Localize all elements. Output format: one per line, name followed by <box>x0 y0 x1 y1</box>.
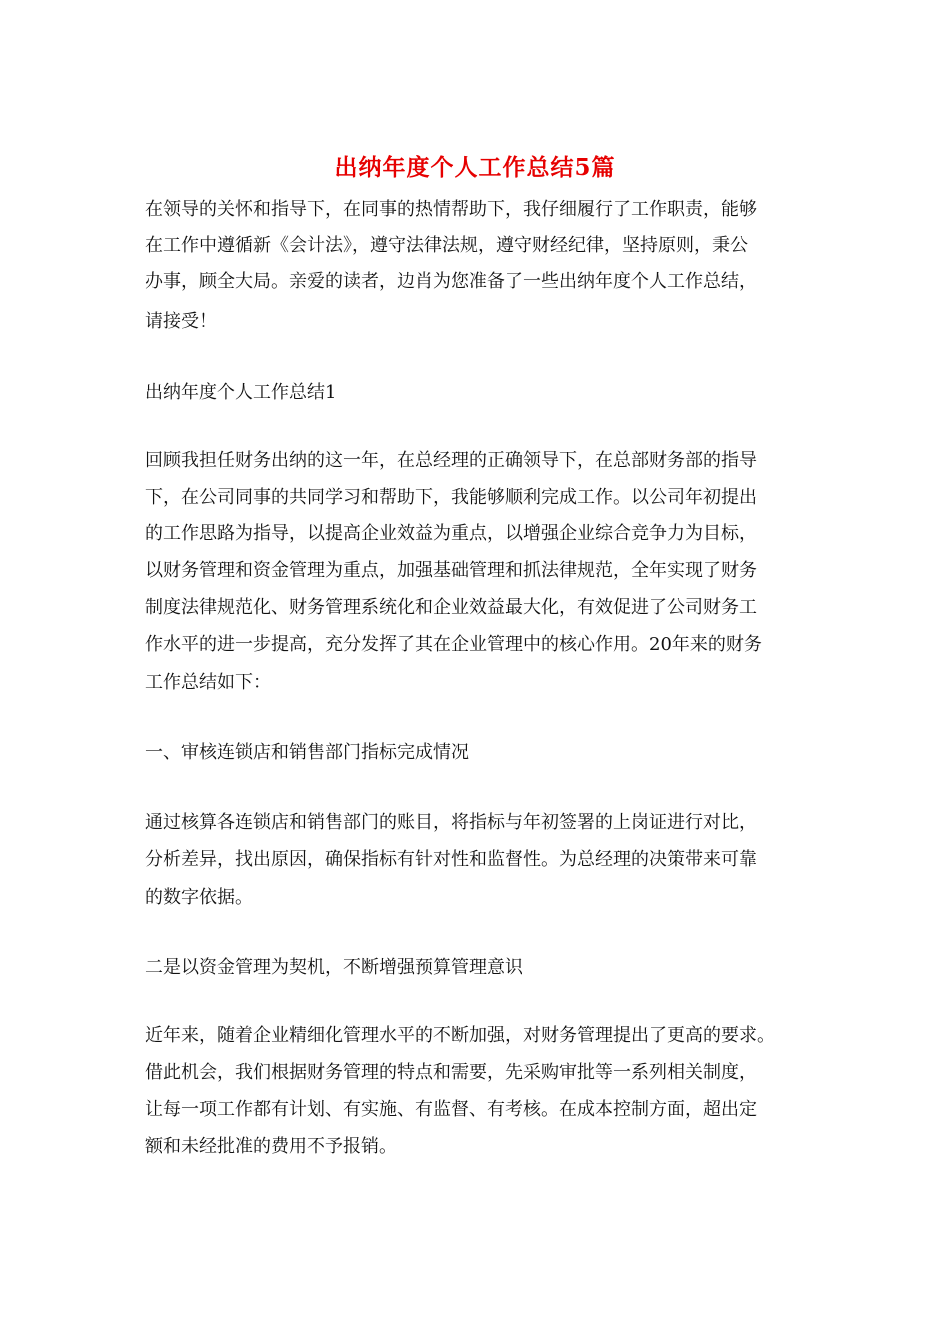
text-line: 在领导的关怀和指导下，在同事的热情帮助下，我仔细履行了工作职责，能够 <box>145 199 757 220</box>
text-line: 近年来，随着企业精细化管理水平的不断加强，对财务管理提出了更高的要求。 <box>145 1025 775 1046</box>
text-line: 额和未经批准的费用不予报销。 <box>145 1136 397 1157</box>
text-line: 的数字依据。 <box>145 887 253 908</box>
text-line: 借此机会，我们根据财务管理的特点和需要，先采购审批等一系列相关制度， <box>145 1062 757 1083</box>
text-line: 通过核算各连锁店和销售部门的账目，将指标与年初签署的上岗证进行对比， <box>145 812 757 833</box>
section-heading: 一、审核连锁店和销售部门指标完成情况 <box>145 742 469 763</box>
document-title: 出纳年度个人工作总结5篇 <box>334 154 616 181</box>
text-line: 作水平的进一步提高，充分发挥了其在企业管理中的核心作用。20年来的财务 <box>145 634 762 655</box>
text-line: 制度法律规范化、财务管理系统化和企业效益最大化，有效促进了公司财务工 <box>145 597 757 618</box>
text-line: 以财务管理和资金管理为重点，加强基础管理和抓法律规范，全年实现了财务 <box>145 560 757 581</box>
text-line: 工作总结如下： <box>145 672 271 693</box>
text-line: 在工作中遵循新《会计法》，遵守法律法规，遵守财经纪律，坚持原则，秉公 <box>145 235 748 256</box>
text-line: 办事，顾全大局。亲爱的读者，边肖为您准备了一些出纳年度个人工作总结， <box>145 271 757 292</box>
text-line: 的工作思路为指导，以提高企业效益为重点，以增强企业综合竞争力为目标， <box>145 523 757 544</box>
text-line: 让每一项工作都有计划、有实施、有监督、有考核。在成本控制方面，超出定 <box>145 1099 757 1120</box>
text-line: 回顾我担任财务出纳的这一年，在总经理的正确领导下，在总部财务部的指导 <box>145 450 757 471</box>
text-line: 下，在公司同事的共同学习和帮助下，我能够顺利完成工作。以公司年初提出 <box>145 487 757 508</box>
text-line: 分析差异，找出原因，确保指标有针对性和监督性。为总经理的决策带来可靠 <box>145 849 757 870</box>
text-line: 请接受！ <box>145 311 217 332</box>
section-heading: 出纳年度个人工作总结1 <box>145 382 337 403</box>
section-heading: 二是以资金管理为契机，不断增强预算管理意识 <box>145 957 523 978</box>
